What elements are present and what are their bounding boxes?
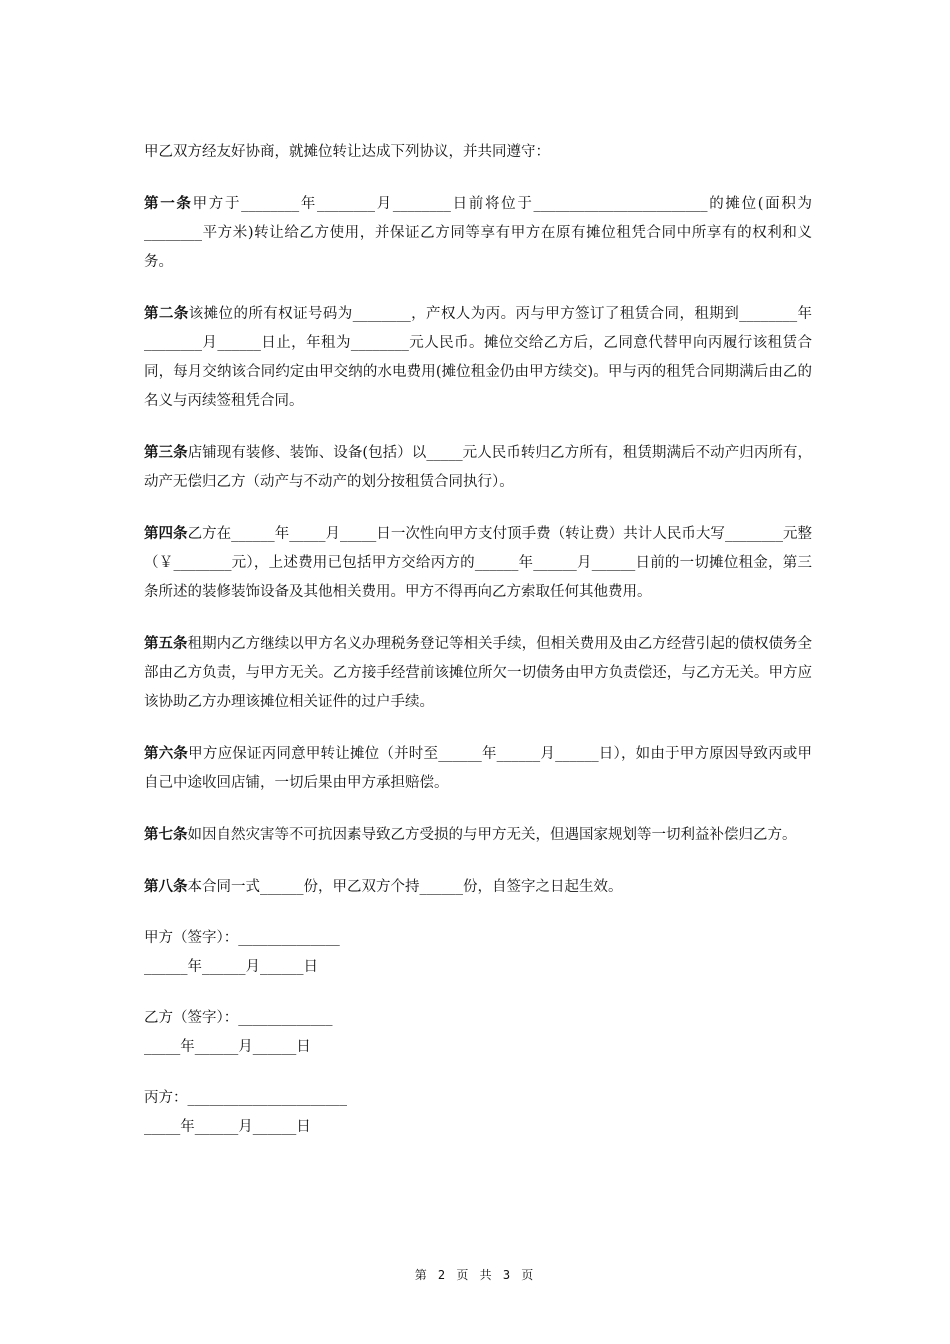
document-body bbox=[144, 138, 812, 1164]
signature-label: 乙方（签字）：_____________ bbox=[144, 1010, 333, 1026]
intro-paragraph: 甲乙双方经友好协商，就摊位转让达成下列协议，并共同遵守： bbox=[144, 144, 550, 160]
signature-label: 丙方：______________________ bbox=[144, 1090, 347, 1106]
signature-party-b bbox=[144, 1004, 812, 1062]
article-text: 甲方应保证丙同意甲转让摊位（并时至______年______月______日），如由于甲方原因导致丙或甲自己中途收回店铺，一切后果由甲方承担赔偿。 bbox=[144, 746, 813, 791]
article-8 bbox=[144, 872, 812, 902]
signature-date: ______年______月______日 bbox=[144, 959, 318, 975]
article-label: 第三条 bbox=[144, 444, 188, 461]
article-label: 第六条 bbox=[144, 745, 189, 762]
article-2 bbox=[144, 299, 812, 416]
article-label: 第八条 bbox=[144, 878, 188, 895]
signature-date: _____年______月______日 bbox=[144, 1119, 311, 1135]
article-text: 租期内乙方继续以甲方名义办理税务登记等相关手续，但相关费用及由乙方经营引起的债权债务全部由乙方负责，与甲方无关。乙方接手经营前该摊位所欠一切债务由甲方负责偿还，与乙方无关。甲方应该协助乙方办理该摊位相关证件的过户手续。 bbox=[144, 636, 813, 710]
signature-party-a bbox=[144, 924, 812, 982]
article-text: 本合同一式______份，甲乙双方个持______份，自签字之日起生效。 bbox=[187, 879, 623, 895]
article-label: 第七条 bbox=[144, 826, 188, 843]
article-3 bbox=[144, 438, 812, 497]
article-text: 乙方在______年_____月_____日一次性向甲方支付顶手费（转让费）共计人民币大写________元整（￥________元），上述费用已包括甲方交给丙方的______年______月______日前的一切摊位租金，第三条所述的装修装饰设备及其他相关费用。甲方不得再向乙方索取任何其他费用。 bbox=[144, 526, 813, 600]
article-5 bbox=[144, 629, 812, 717]
signature-date: _____年______月______日 bbox=[144, 1039, 311, 1055]
article-text: 如因自然灾害等不可抗因素导致乙方受损的与甲方无关，但遇国家规划等一切利益补偿归乙方。 bbox=[187, 827, 797, 843]
signature-party-c bbox=[144, 1084, 812, 1142]
article-1 bbox=[144, 189, 812, 277]
article-text: 甲方于________年________月________日前将位于________________________的摊位(面积为________平方米)转让给乙方使用，并保证乙方同等享有甲方在原有摊位租凭合同中所享有的权利和义务。 bbox=[144, 196, 813, 270]
article-label: 第二条 bbox=[144, 305, 189, 322]
article-label: 第一条 bbox=[144, 195, 193, 212]
article-6 bbox=[144, 739, 812, 798]
article-label: 第四条 bbox=[144, 525, 188, 542]
article-label: 第五条 bbox=[144, 635, 188, 652]
article-7 bbox=[144, 820, 812, 850]
article-4 bbox=[144, 519, 812, 607]
signature-label: 甲方（签字）：______________ bbox=[144, 930, 340, 946]
article-text: 店铺现有装修、装饰、设备(包括）以_____元人民币转归乙方所有，租赁期满后不动产归丙所有，动产无偿归乙方（动产与不动产的划分按租赁合同执行）。 bbox=[144, 445, 813, 490]
page-number: 第 2 页 共 3 页 bbox=[414, 1268, 536, 1282]
article-text: 该摊位的所有权证号码为________，产权人为丙。丙与甲方签订了租赁合同，租期到________年________月______日止，年租为________元人民币。摊位交给乙方后，乙同意代替甲向丙履行该租赁合同，每月交纳该合同约定由甲交纳的水电费用(摊位租金仍由甲方续交)。甲与丙的租凭合同期满后由乙的名义与丙续签租凭合同。 bbox=[144, 306, 813, 409]
